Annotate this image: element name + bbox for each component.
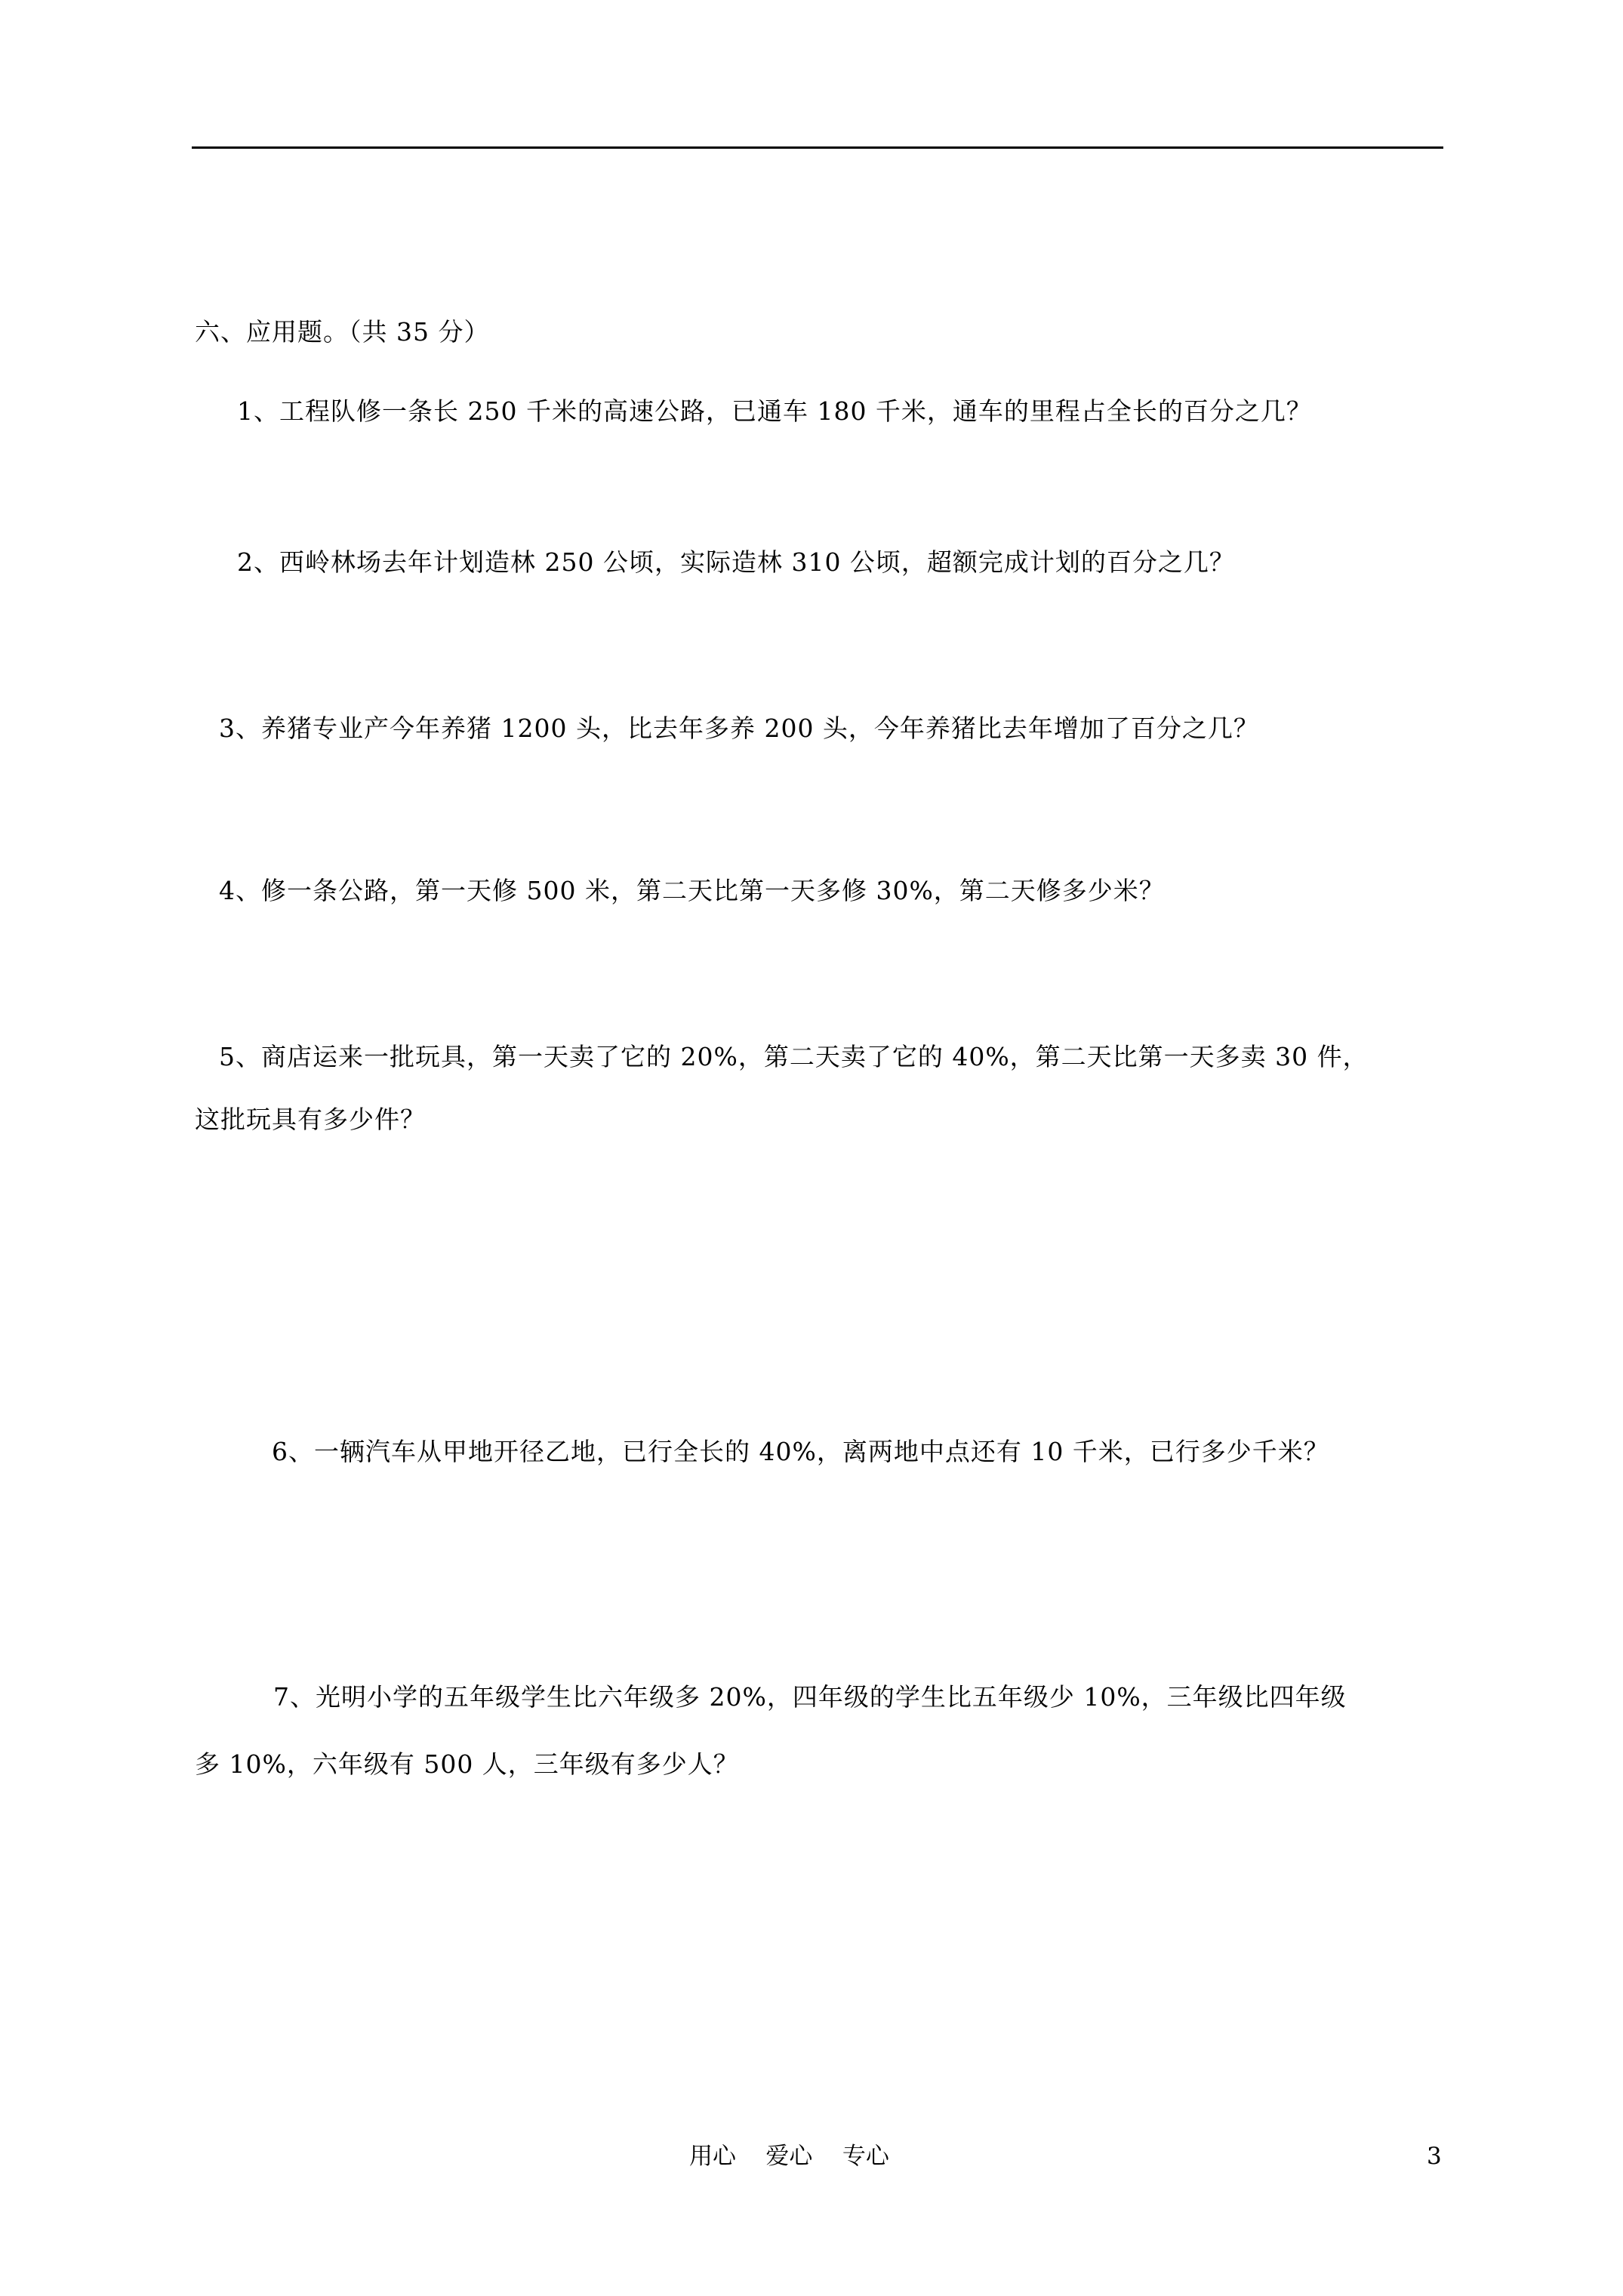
section-title: 六、应用题。（共 35 分） <box>195 317 490 347</box>
question-7-line-2: 多 10%，六年级有 500 人，三年级有多少人？ <box>195 1749 739 1779</box>
page-number: 3 <box>1427 2143 1442 2170</box>
question-6: 6、一辆汽车从甲地开径乙地，已行全长的 40%，离两地中点还有 10 千米，已行多少千米？ <box>272 1437 1329 1466</box>
question-3: 3、养猪专业产今年养猪 1200 头，比去年多养 200 头，今年养猪比去年增加了百分之几？ <box>219 713 1259 743</box>
question-2: 2、西岭林场去年计划造林 250 公顷，实际造林 310 公顷，超额完成计划的百分之几？ <box>237 547 1235 577</box>
footer-motto: 用心 爱心 专心 <box>689 2143 889 2170</box>
question-4: 4、修一条公路，第一天修 500 米，第二天比第一天多修 30%，第二天修多少米？ <box>219 876 1165 905</box>
question-1: 1、工程队修一条长 250 千米的高速公路，已通车 180 千米，通车的里程占全长的百分之几？ <box>237 396 1312 426</box>
question-5-line-2: 这批玩具有多少件？ <box>195 1105 426 1134</box>
question-7-line-1: 7、光明小学的五年级学生比六年级多 20%，四年级的学生比五年级少 10%，三年级比四年级 <box>273 1682 1347 1712</box>
header-rule <box>192 146 1443 149</box>
question-5-line-1: 5、商店运来一批玩具，第一天卖了它的 20%，第二天卖了它的 40%，第二天比第一天多卖 30 件， <box>219 1042 1369 1071</box>
